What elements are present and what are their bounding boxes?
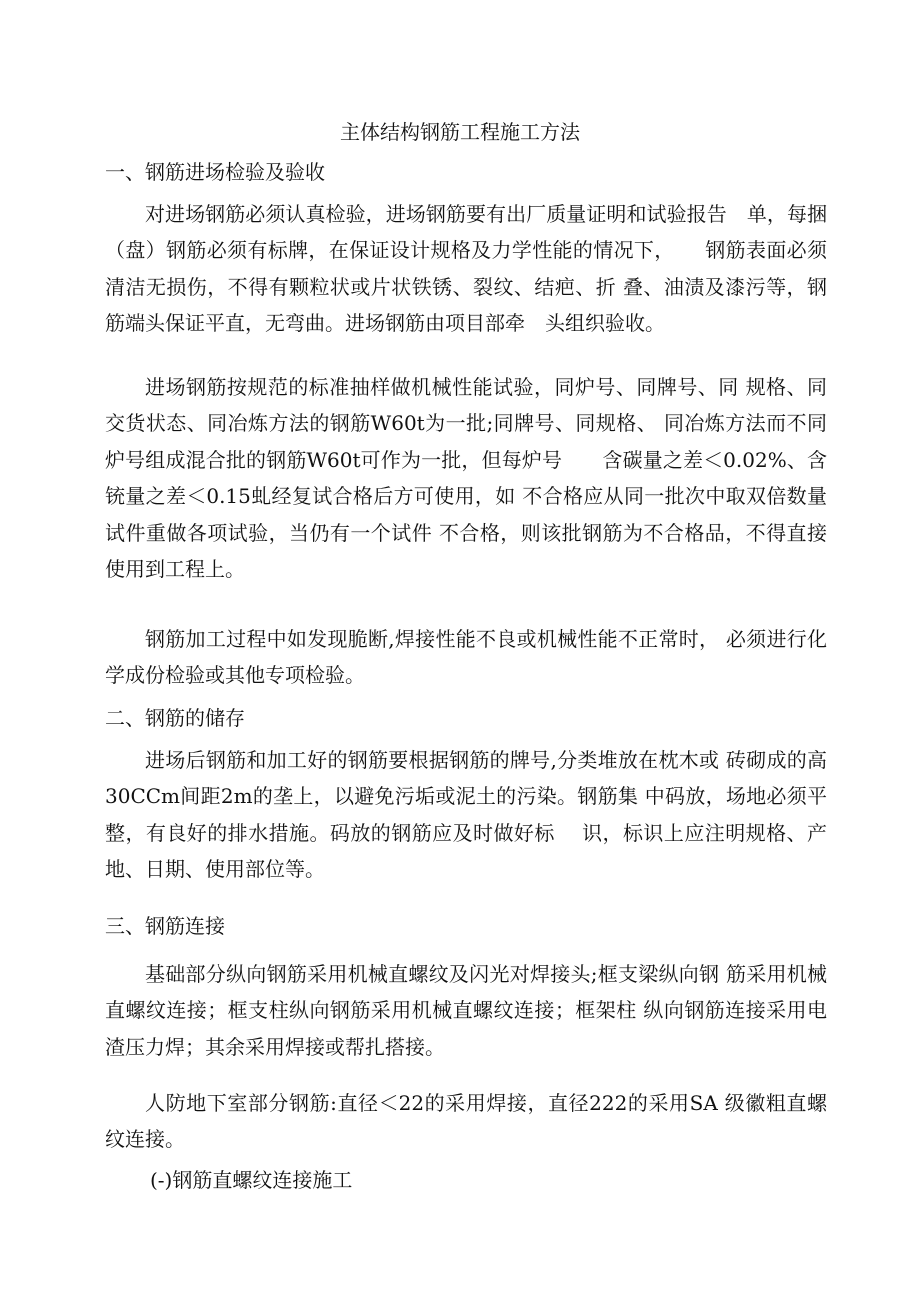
paragraph-brittle-fracture: 钢筋加工过程中如发现脆断,焊接性能不良或机械性能不正常时， 必须进行化学成份检验或其他专项检验。 <box>105 627 827 688</box>
paragraph-storage-requirements: 进场后钢筋和加工好的钢筋要根据钢筋的牌号,分类堆放在枕木或 砖砌成的高30CCm间距2m的垄上，以避免污垢或泥土的污染。钢筋集 中码放，场地必须平整，有良好的排水措施。码放的钢筋应及时做好标 识，标识上应注明规格、产地、日期、使用部位等。 <box>105 748 827 882</box>
paragraph-civil-defense-basement: 人防地下室部分钢筋:直径＜22的采用焊接，直径222的采用SA 级徽粗直螺纹连接。 <box>105 1091 827 1152</box>
subsection-heading-threaded-connection: (-)钢筋直螺纹连接施工 <box>150 1168 353 1192</box>
document-title: 主体结构钢筋工程施工方法 <box>340 120 580 144</box>
section-heading-inspection: 一、钢筋进场检验及验收 <box>105 160 325 184</box>
paragraph-connection-methods: 基础部分纵向钢筋采用机械直螺纹及闪光对焊接头;框支梁纵向钢 筋采用机械直螺纹连接；框支柱纵向钢筋采用机械直螺纹连接；框架柱 纵向钢筋连接采用电渣压力焊；其余采用焊接或帮扎搭接。 <box>105 962 827 1059</box>
paragraph-inspection-requirements: 对进场钢筋必须认真检验，进场钢筋要有出厂质量证明和试验报告 单，每捆（盘）钢筋必须有标牌，在保证设计规格及力学性能的情况下， 钢筋表面必须清洁无损伤，不得有颗粒状或片状铁锈、裂纹、结疤、折 叠、油渍及漆污等，钢筋端头保证平直，无弯曲。进场钢筋由项目部牵 头组织验收。 <box>105 202 827 336</box>
paragraph-sampling-tests: 进场钢筋按规范的标准抽样做机械性能试验，同炉号、同牌号、同 规格、同交货状态、同冶炼方法的钢筋W60t为一批;同牌号、同规格、 同冶炼方法而不同炉号组成混合批的钢筋W60t可作为一批，但每炉号 含碳量之差＜0.02%、含铳量之差＜0.15虬经复试合格后方可使用，如 不合格应从同一批次中取双倍数量试件重做各项试验，当仍有一个试件 不合格，则该批钢筋为不合格品，不得直接使用到工程上。 <box>105 375 827 582</box>
section-heading-storage: 二、钢筋的储存 <box>105 706 245 730</box>
section-heading-connection: 三、钢筋连接 <box>105 914 225 938</box>
